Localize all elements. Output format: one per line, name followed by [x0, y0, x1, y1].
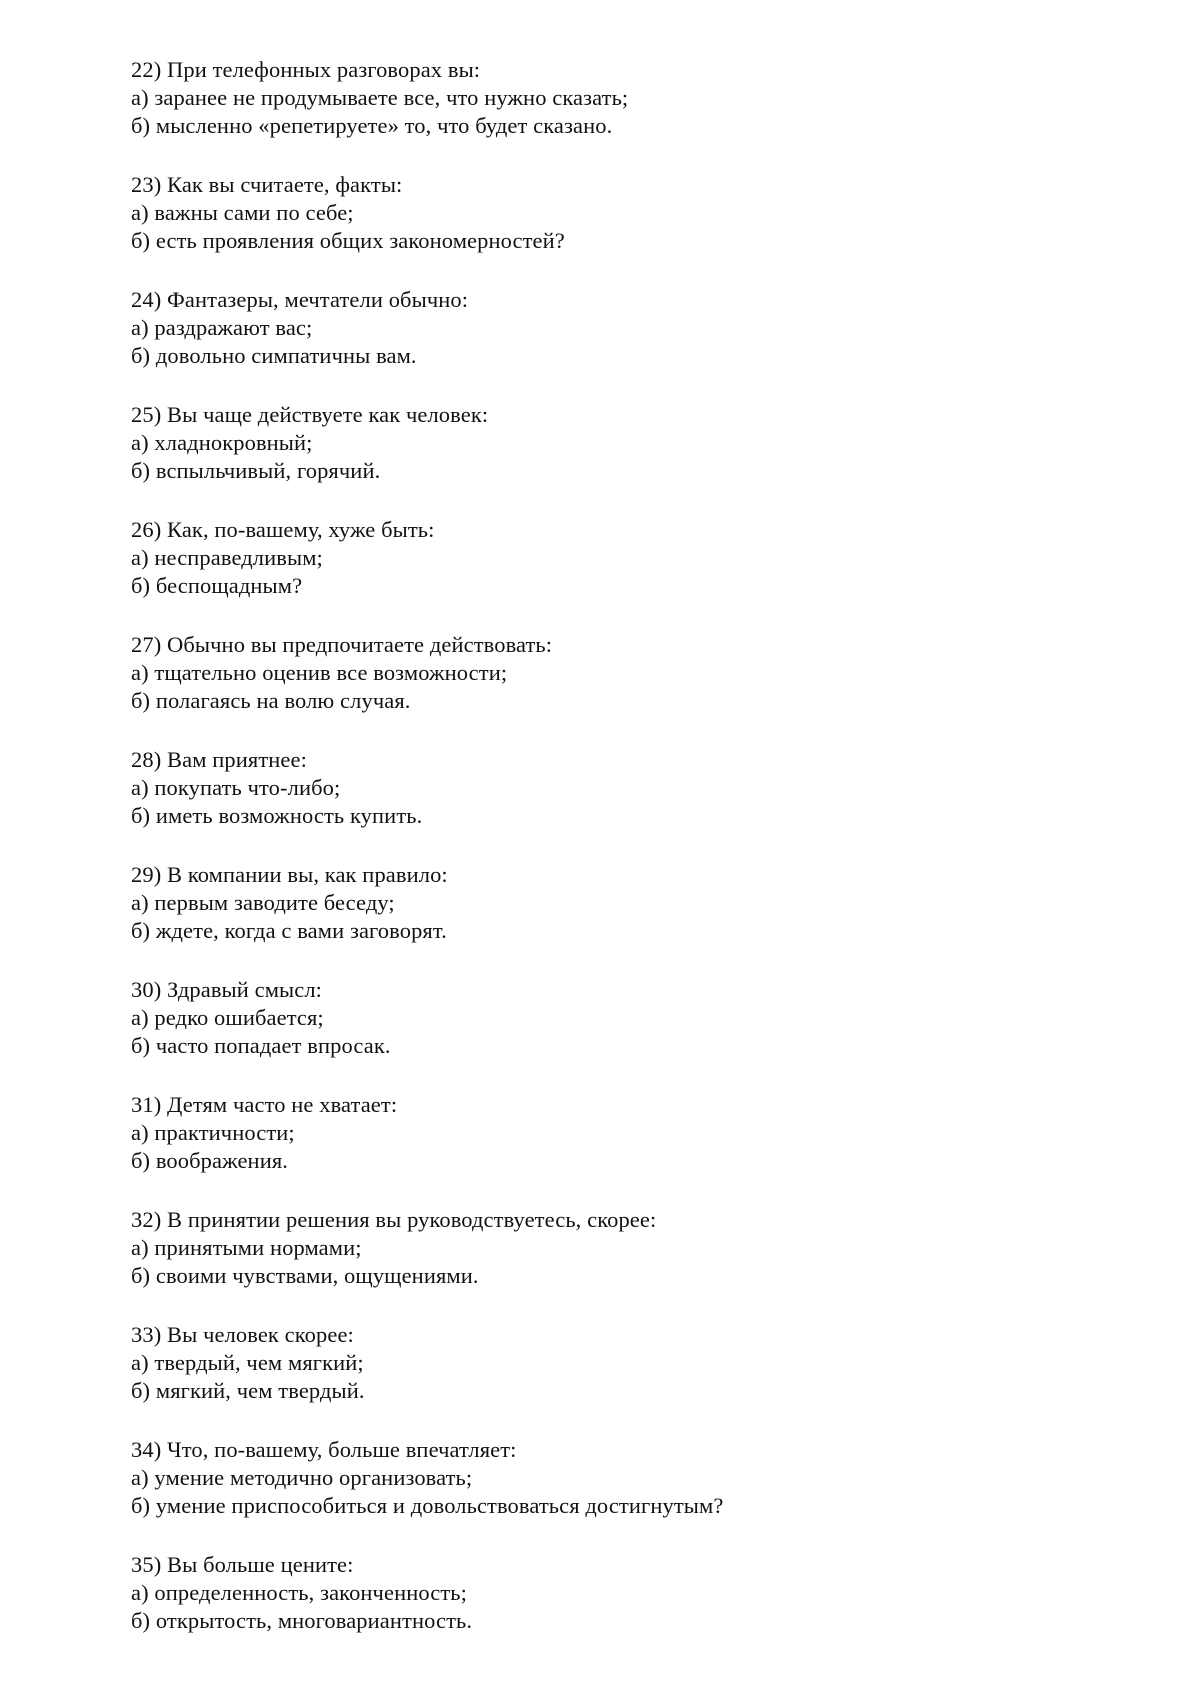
answer-b: б) вспыльчивый, горячий. — [131, 458, 381, 483]
answer-b: б) довольно симпатичны вам. — [131, 343, 417, 368]
question-text: 23) Как вы считаете, факты: — [131, 172, 403, 197]
answer-a: а) определенность, законченность; — [131, 1580, 467, 1605]
question-text: 29) В компании вы, как правило: — [131, 862, 448, 887]
answer-a: а) твердый, чем мягкий; — [131, 1350, 364, 1375]
question-text: 27) Обычно вы предпочитаете действовать: — [131, 632, 553, 657]
answer-a: а) умение методично организовать; — [131, 1465, 473, 1490]
answer-b: б) открытость, многовариантность. — [131, 1608, 473, 1633]
question-text: 24) Фантазеры, мечтатели обычно: — [131, 287, 469, 312]
question-32 — [131, 1206, 1131, 1290]
question-27 — [131, 631, 1131, 715]
question-text: 30) Здравый смысл: — [131, 977, 323, 1002]
question-29 — [131, 861, 1131, 945]
answer-b: б) часто попадает впросак. — [131, 1033, 391, 1058]
answer-a: а) несправедливым; — [131, 545, 323, 570]
question-24 — [131, 286, 1131, 370]
answer-b: б) своими чувствами, ощущениями. — [131, 1263, 479, 1288]
answer-b: б) есть проявления общих закономерностей? — [131, 228, 565, 253]
answer-a: а) покупать что-либо; — [131, 775, 341, 800]
answer-a: а) практичности; — [131, 1120, 295, 1145]
question-26 — [131, 516, 1131, 600]
question-22 — [131, 56, 1131, 140]
question-31 — [131, 1091, 1131, 1175]
question-25 — [131, 401, 1131, 485]
answer-a: а) важны сами по себе; — [131, 200, 354, 225]
question-text: 28) Вам приятнее: — [131, 747, 307, 772]
answer-a: а) принятыми нормами; — [131, 1235, 362, 1260]
answer-a: а) хладнокровный; — [131, 430, 313, 455]
question-33 — [131, 1321, 1131, 1405]
question-text: 26) Как, по-вашему, хуже быть: — [131, 517, 435, 542]
answer-a: а) раздражают вас; — [131, 315, 313, 340]
question-23 — [131, 171, 1131, 255]
questionnaire — [131, 56, 1131, 1666]
answer-a: а) редко ошибается; — [131, 1005, 324, 1030]
answer-b: б) беспощадным? — [131, 573, 303, 598]
question-text: 33) Вы человек скорее: — [131, 1322, 354, 1347]
question-text: 31) Детям часто не хватает: — [131, 1092, 398, 1117]
question-text: 32) В принятии решения вы руководствуетесь, скорее: — [131, 1207, 657, 1232]
question-34 — [131, 1436, 1131, 1520]
answer-b: б) иметь возможность купить. — [131, 803, 423, 828]
question-35 — [131, 1551, 1131, 1635]
answer-a: а) первым заводите беседу; — [131, 890, 395, 915]
question-text: 34) Что, по-вашему, больше впечатляет: — [131, 1437, 517, 1462]
question-28 — [131, 746, 1131, 830]
question-text: 35) Вы больше цените: — [131, 1552, 354, 1577]
question-30 — [131, 976, 1131, 1060]
question-text: 25) Вы чаще действуете как человек: — [131, 402, 489, 427]
answer-b: б) ждете, когда с вами заговорят. — [131, 918, 447, 943]
answer-b: б) полагаясь на волю случая. — [131, 688, 411, 713]
answer-b: б) воображения. — [131, 1148, 289, 1173]
answer-a: а) тщательно оценив все возможности; — [131, 660, 508, 685]
answer-b: б) умение приспособиться и довольствоваться достигнутым? — [131, 1493, 724, 1518]
answer-b: б) мягкий, чем твердый. — [131, 1378, 365, 1403]
question-text: 22) При телефонных разговорах вы: — [131, 57, 481, 82]
answer-b: б) мысленно «репетируете» то, что будет сказано. — [131, 113, 613, 138]
answer-a: а) заранее не продумываете все, что нужно сказать; — [131, 85, 629, 110]
